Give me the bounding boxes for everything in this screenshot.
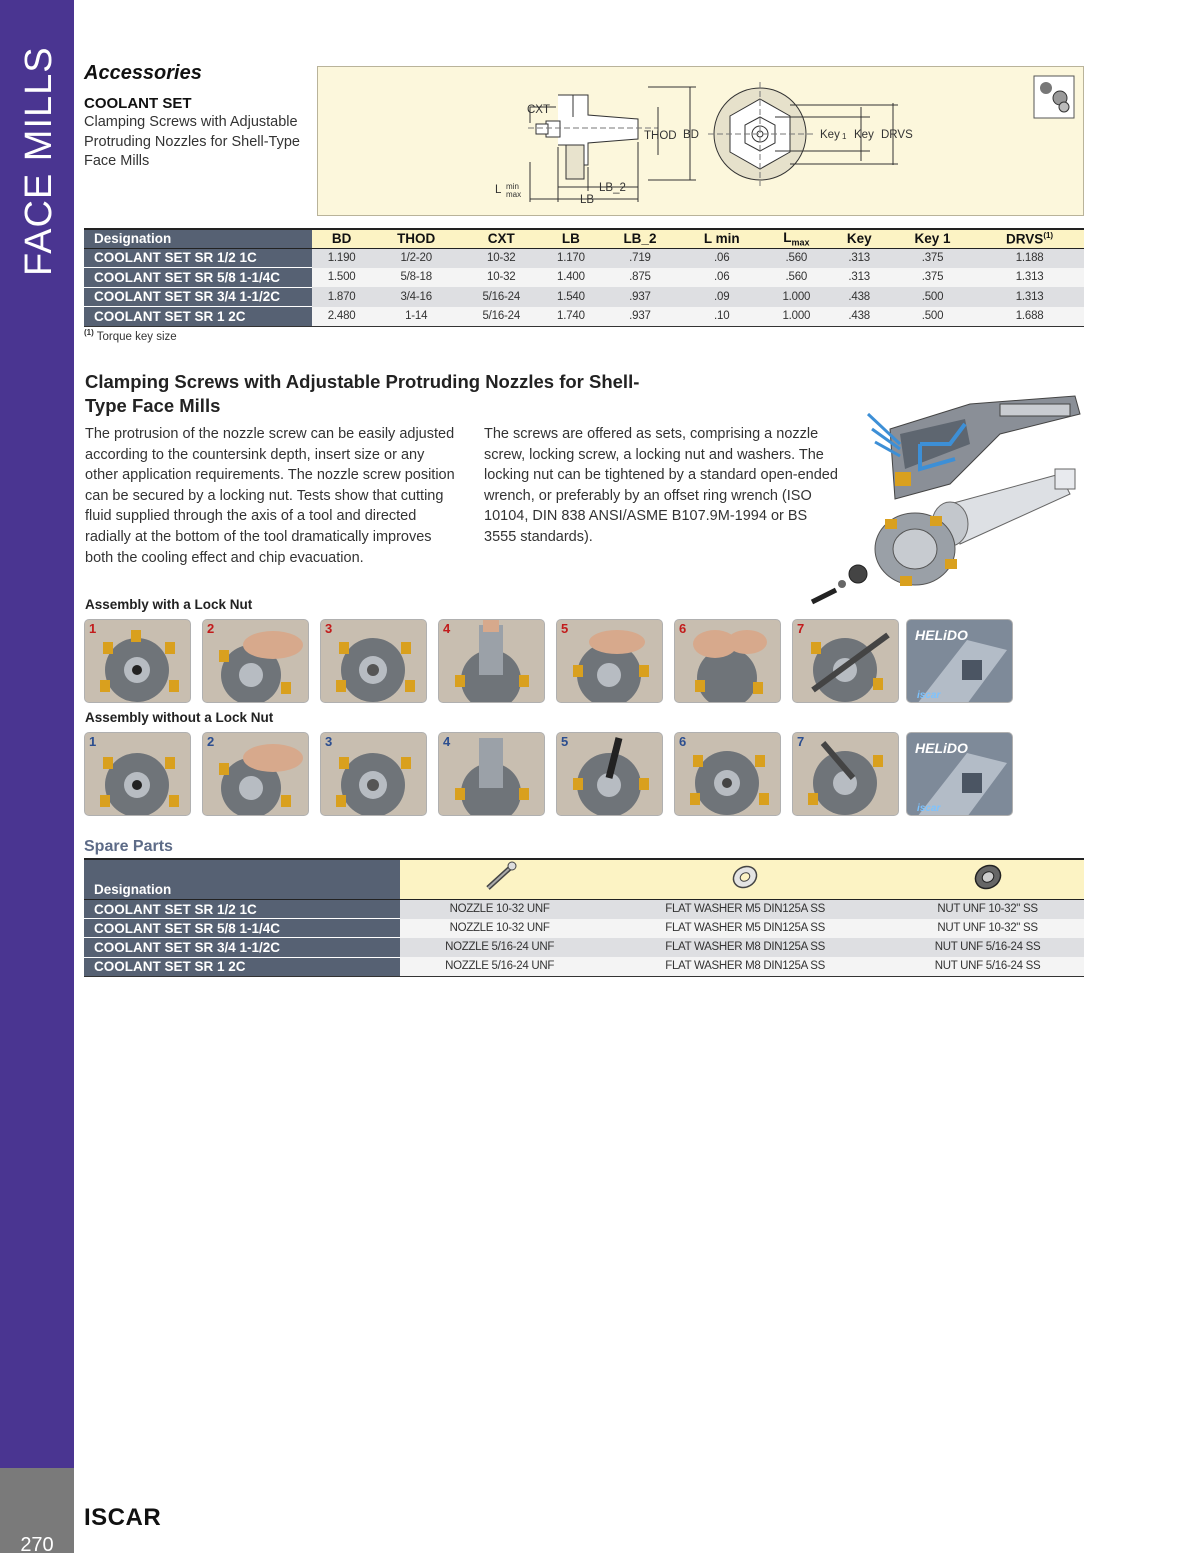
cell-lb: 1.740 — [541, 307, 600, 327]
svg-text:iscar: iscar — [917, 690, 941, 701]
cell-cxt: 5/16-24 — [461, 307, 541, 327]
page-number: 270 — [20, 1534, 54, 1553]
cell-bd: 2.480 — [312, 307, 371, 327]
technical-diagram — [317, 66, 1084, 216]
cell-bd: 1.870 — [312, 287, 371, 307]
label-thod: THOD — [644, 130, 677, 142]
cell-lb2: .937 — [601, 287, 680, 307]
coolant-set-spec-table — [84, 228, 1084, 327]
label-cxt: CXT — [527, 104, 550, 116]
header-key1: Key 1 — [890, 229, 975, 248]
step-number: 2 — [207, 621, 215, 636]
cell-cxt: 10-32 — [461, 268, 541, 288]
cell-washer: FLAT WASHER M8 DIN125A SS — [599, 957, 891, 976]
description-column-2: The screws are offered as sets, comprising a nozzle screw, locking screw, a locking nut and washers. The locking nut can be tightened by a standard open-ended wrench, or preferably by an offset ring wrench (ISO 10104, DIN 838 ANSI/ASME B107.9M-1994 or BS 3555 standards). — [484, 426, 838, 545]
step-photo — [84, 619, 191, 703]
label-drvs: DRVS — [881, 129, 913, 141]
cell-lb: 1.400 — [541, 268, 600, 288]
table-row — [84, 307, 1084, 327]
label-key1: Key — [820, 129, 840, 141]
step-number: 7 — [797, 621, 805, 636]
section-title-vertical: FACE MILLS — [18, 46, 60, 276]
cell-designation: COOLANT SET SR 3/4 1-1/2C — [84, 287, 312, 307]
header-bd: BD — [312, 229, 371, 248]
table-row — [84, 287, 1084, 307]
spare-header-nut — [891, 859, 1084, 900]
cell-drvs: 1.313 — [975, 287, 1084, 307]
cell-nut: NUT UNF 10-32" SS — [891, 919, 1084, 938]
cell-washer: FLAT WASHER M5 DIN125A SS — [599, 919, 891, 938]
step-number: 4 — [443, 734, 451, 749]
label-bd: BD — [683, 129, 699, 141]
step-photo — [202, 732, 309, 816]
cell-lb: 1.170 — [541, 248, 600, 268]
description-column-1: The protrusion of the nozzle screw can be easily adjusted according to the countersink depth, insert size or any other application requirements. The nozzle screw position can be secured by a locking nut. Tests show that cutting fluid supplied through the axis of a tool and directed radially at the bottom of the tool dramatically improves both the cooling effect and chip evacuation. — [85, 426, 455, 566]
spare-parts-title: Spare Parts — [84, 838, 173, 855]
assembly-with-lock-nut-photos — [84, 619, 1014, 705]
header-lmin: L min — [679, 229, 764, 248]
cell-thod: 1-14 — [371, 307, 461, 327]
cell-drvs: 1.313 — [975, 268, 1084, 288]
cell-thod: 3/4-16 — [371, 287, 461, 307]
header-thod: THOD — [371, 229, 461, 248]
step-photo — [556, 619, 663, 703]
cell-washer: FLAT WASHER M5 DIN125A SS — [599, 900, 891, 919]
cell-designation: COOLANT SET SR 5/8 1-1/4C — [84, 268, 312, 288]
step-photo — [556, 732, 663, 816]
step-number: 4 — [443, 621, 451, 636]
cell-lb2: .719 — [601, 248, 680, 268]
cell-key: .438 — [829, 287, 890, 307]
header-lb: LB — [541, 229, 600, 248]
cell-cxt: 5/16-24 — [461, 287, 541, 307]
step-number: 7 — [797, 734, 805, 749]
cell-thod: 1/2-20 — [371, 248, 461, 268]
cell-bd: 1.500 — [312, 268, 371, 288]
step-photo — [792, 732, 899, 816]
step-number: 1 — [89, 734, 97, 749]
cell-nut: NUT UNF 5/16-24 SS — [891, 957, 1084, 976]
step-photo — [792, 619, 899, 703]
page-title: Accessories — [84, 62, 202, 84]
cell-key1: .500 — [890, 307, 975, 327]
spare-header-nozzle — [400, 859, 599, 900]
cell-nut: NUT UNF 5/16-24 SS — [891, 938, 1084, 957]
cell-designation: COOLANT SET SR 5/8 1-1/4C — [84, 919, 400, 938]
cell-bd: 1.190 — [312, 248, 371, 268]
step-number: 1 — [89, 621, 97, 636]
cell-lb2: .875 — [601, 268, 680, 288]
step-number: 6 — [679, 734, 687, 749]
step-number: 3 — [325, 734, 333, 749]
footnote-text: Torque key size — [96, 330, 177, 343]
cell-washer: FLAT WASHER M8 DIN125A SS — [599, 938, 891, 957]
cell-key1: .375 — [890, 248, 975, 268]
step-photo — [674, 732, 781, 816]
svg-text:HELiDO: HELiDO — [915, 740, 968, 756]
table-row — [84, 938, 1084, 957]
product-description: Clamping Screws with Adjustable Protruding Nozzles for Shell-Type Face Mills — [84, 114, 300, 169]
cell-drvs: 1.688 — [975, 307, 1084, 327]
table-row — [84, 248, 1084, 268]
svg-text:iscar: iscar — [917, 803, 941, 814]
cell-nozzle: NOZZLE 5/16-24 UNF — [400, 938, 599, 957]
screw-parts-image — [812, 565, 867, 602]
step-photo — [438, 619, 545, 703]
cell-cxt: 10-32 — [461, 248, 541, 268]
cell-nozzle: NOZZLE 10-32 UNF — [400, 900, 599, 919]
cell-lmax: .560 — [764, 248, 828, 268]
step-number: 2 — [207, 734, 215, 749]
step-photo — [320, 619, 427, 703]
assembly-without-lock-nut-photos — [84, 732, 1014, 818]
flat-washer-icon — [725, 860, 765, 894]
label-l-max: max — [506, 190, 522, 199]
cell-lmax: 1.000 — [764, 287, 828, 307]
label-key: Key — [854, 129, 874, 141]
cell-designation: COOLANT SET SR 3/4 1-1/2C — [84, 938, 400, 957]
cell-nut: NUT UNF 10-32" SS — [891, 900, 1084, 919]
step-number: 3 — [325, 621, 333, 636]
cell-nozzle: NOZZLE 5/16-24 UNF — [400, 957, 599, 976]
footnote — [84, 328, 177, 343]
step-photo — [438, 732, 545, 816]
cell-key1: .375 — [890, 268, 975, 288]
coolant-set-icon — [1034, 76, 1074, 118]
cell-lmin: .09 — [679, 287, 764, 307]
cell-lb2: .937 — [601, 307, 680, 327]
step-photo — [202, 619, 309, 703]
coolant-flow-illustration — [800, 384, 1090, 614]
step-photo — [674, 619, 781, 703]
cell-lmax: .560 — [764, 268, 828, 288]
brand-logo: ISCAR — [84, 1504, 162, 1531]
step-photo — [320, 732, 427, 816]
helido-logo-photo — [906, 732, 1013, 816]
step-number: 6 — [679, 621, 687, 636]
svg-text:HELiDO: HELiDO — [915, 627, 968, 643]
cell-thod: 5/8-18 — [371, 268, 461, 288]
label-l-min: min — [506, 182, 519, 191]
cell-drvs: 1.188 — [975, 248, 1084, 268]
header-drvs: DRVS$^{(1)}$ — [975, 229, 1084, 248]
cell-key: .438 — [829, 307, 890, 327]
step-number: 5 — [561, 621, 569, 636]
label-lb2: LB_2 — [599, 182, 626, 194]
table-row — [84, 900, 1084, 919]
section-title: Clamping Screws with Adjustable Protruding Nozzles for Shell-Type Face Mills — [85, 371, 640, 416]
cell-lmin: .10 — [679, 307, 764, 327]
helido-logo-photo — [906, 619, 1013, 703]
label-lb: LB — [580, 194, 595, 206]
header-key: Key — [829, 229, 890, 248]
footnote-mark: (1) — [84, 328, 94, 337]
step-number: 5 — [561, 734, 569, 749]
nut-icon — [968, 860, 1008, 894]
cell-nozzle: NOZZLE 10-32 UNF — [400, 919, 599, 938]
spare-parts-table — [84, 858, 1084, 977]
cell-designation: COOLANT SET SR 1 2C — [84, 957, 400, 976]
label-l: L — [495, 184, 502, 196]
spare-header-washer — [599, 859, 891, 900]
assembly-with-lock-nut-title: Assembly with a Lock Nut — [85, 597, 253, 612]
assembly-without-lock-nut-title: Assembly without a Lock Nut — [85, 710, 274, 725]
table-row — [84, 957, 1084, 976]
table-row — [84, 919, 1084, 938]
header-lb2: LB_2 — [601, 229, 680, 248]
spare-header-designation: Designation — [84, 859, 400, 900]
cell-lmin: .06 — [679, 248, 764, 268]
table-row — [84, 268, 1084, 288]
cell-key: .313 — [829, 248, 890, 268]
cell-key1: .500 — [890, 287, 975, 307]
cell-lmax: 1.000 — [764, 307, 828, 327]
label-key1-sub: 1 — [842, 132, 847, 141]
cell-designation: COOLANT SET SR 1/2 1C — [84, 900, 400, 919]
header-lmax: $L_{max}$ — [764, 229, 828, 248]
cell-key: .313 — [829, 268, 890, 288]
header-cxt: CXT — [461, 229, 541, 248]
step-photo — [84, 732, 191, 816]
cell-lmin: .06 — [679, 268, 764, 288]
nozzle-screw-icon — [480, 860, 520, 894]
header-designation: Designation — [84, 229, 312, 248]
cell-designation: COOLANT SET SR 1 2C — [84, 307, 312, 327]
cell-designation: COOLANT SET SR 1/2 1C — [84, 248, 312, 268]
cell-lb: 1.540 — [541, 287, 600, 307]
product-title: COOLANT SET — [84, 95, 192, 112]
